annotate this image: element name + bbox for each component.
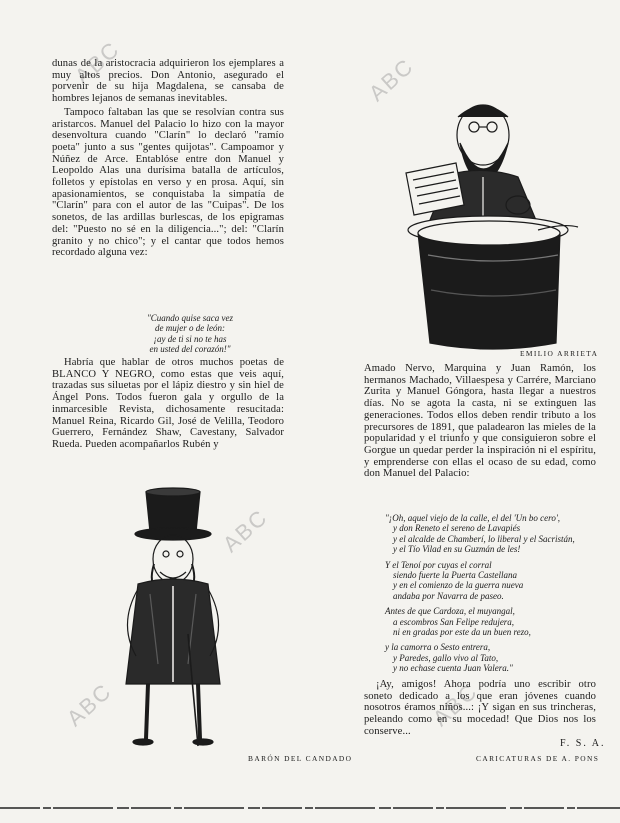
page-bottom-border [0,806,620,810]
caricature-baron-illustration [88,484,258,754]
verse-line: a escombros San Felipe redujera, [393,616,515,627]
verse-line: y el Tío Vilad en su Guzmán de les! [393,544,521,555]
caption-illustration-credit: CARICATURAS DE A. PONS [476,754,600,763]
abc-watermark: ABC [61,678,117,732]
caption-emilio: EMILIO ARRIETA [520,349,599,358]
abc-watermark: ABC [427,678,483,732]
poem-stanza [385,560,590,602]
verse-line: siendo fuerte la Puerta Castellana [393,570,517,581]
caption-baron: BARÓN DEL CANDADO [248,754,353,763]
verse-line: en usted del corazón!" [149,344,231,355]
paragraph: Amado Nervo, Marquina y Juan Ramón, los hermanos Machado, Villaespesa y Carrére, Marciano Zurita y Manuel Góngora, hasta llegar a nuestros días. No se agota la casta, ni se extinguen las generaciones. Todos ellos deben rendir tributo a los precursores de 1891, que paladearon las mieles de la popularidad y el triunfo y que consiguieron sobre el Gorgue un quedar perder la inspiración ni el espíritu, y emprenderse con ellas el ocaso de su edad, como don Manuel del Palacio: [364,363,596,480]
abc-watermark: ABC [69,36,125,90]
author-signature: F. S. A. [560,738,606,749]
caricature-emilio-illustration [388,55,618,350]
poem-stanza [385,606,590,637]
right-column [364,363,596,482]
verse-line: y no echase cuenta Juan Valera." [393,663,513,674]
abc-watermark: ABC [217,504,273,558]
verse-line: y el alcalde de Chamberí, lo liberal y el Sacristán, [393,533,575,544]
verse-line: ¡ay de ti si no te has [153,333,227,344]
verse-line: ni en gradas por este da un buen rezo, [393,627,531,638]
paragraph: dunas de la aristocracia adquirieron los ejemplares a muy altos precios. Don Antonio, asegurado el porvenir de su hija Magdalena, se cansaba de hombres lejanos de semanas inevitables. [52,58,284,105]
left-column-middle [52,357,284,453]
right-column-end [364,679,596,740]
poem-left [100,313,280,355]
poem-right [385,513,590,679]
poem-stanza [385,513,590,555]
verse-line: de mujer o de león: [155,323,225,334]
paragraph: Habría que hablar de otros muchos poetas de BLANCO Y NEGRO, como estas que veis aquí, trazadas sus siluetas por el lápiz diestro y sin hiel de Ángel Pons. Todos fueron gala y orgullo de la inmarcesible Revista, dichosamente resucitada: Manuel Reina, Ricardo Gil, José de Velilla, Teodoro Guerrero, Fernández Shaw, Cavestany, Salvador Rueda. Pueden acompañarlos Rubén y [52,357,284,450]
verse-line: y Paredes, gallo vivo al Tato, [393,652,499,663]
poem-stanza [385,642,590,673]
verse-line: y don Reneto el sereno de Lavapiés [393,523,521,534]
verse-line: "¡Oh, aquel viejo de la calle, el del 'Un bo cero', [385,513,560,523]
verse-line: y en el comienzo de la guerra nueva [393,580,524,591]
abc-watermark: ABC [363,53,419,107]
verse-line: "Cuando quise saca vez [146,313,234,323]
left-column-top [52,58,284,261]
verse-line: Y el Tenoí por cuyas el corral [385,559,492,570]
paragraph: ¡Ay, amigos! Ahora podría uno escribir otro soneto dedicado a los que eran jóvenes cuando nosotros éramos niños...: ¡Y sigan en sus trincheras, peleando como en su mocedad! Que Dios nos los conserve... [364,679,596,737]
verse-line: Antes de que Cardoza, el muyangal, [385,606,515,617]
verse-line: andaba por Navarra de paseo. [393,590,504,601]
paragraph: Tampoco faltaban las que se resolvían contra sus aristarcos. Manuel del Palacio lo hizo con la mayor desenvoltura cuando "Clarín" lo declaró "ramío poeta" junto a sus "gentes quijotas". Campoamor y Núñez de Arce. Entablóse entre don Manuel y Leopoldo Alas una durísima batalla de artículos, folletos y epístolas en verso y en prosa. Aquí, sin apasionamientos, se conquistaba la simpatía de "Clarín" para con el autor de las "Cuipas". De los sonetos, de las ardillas burlescas, de los epigramas del: "Puesto no sé en la diligencia..."; del: "Clarín granito y no chico"; y el cantar que todos hemos recordado alguna vez: [52,106,284,259]
verse-line: y la camorra o Sesto entrera, [385,642,491,653]
